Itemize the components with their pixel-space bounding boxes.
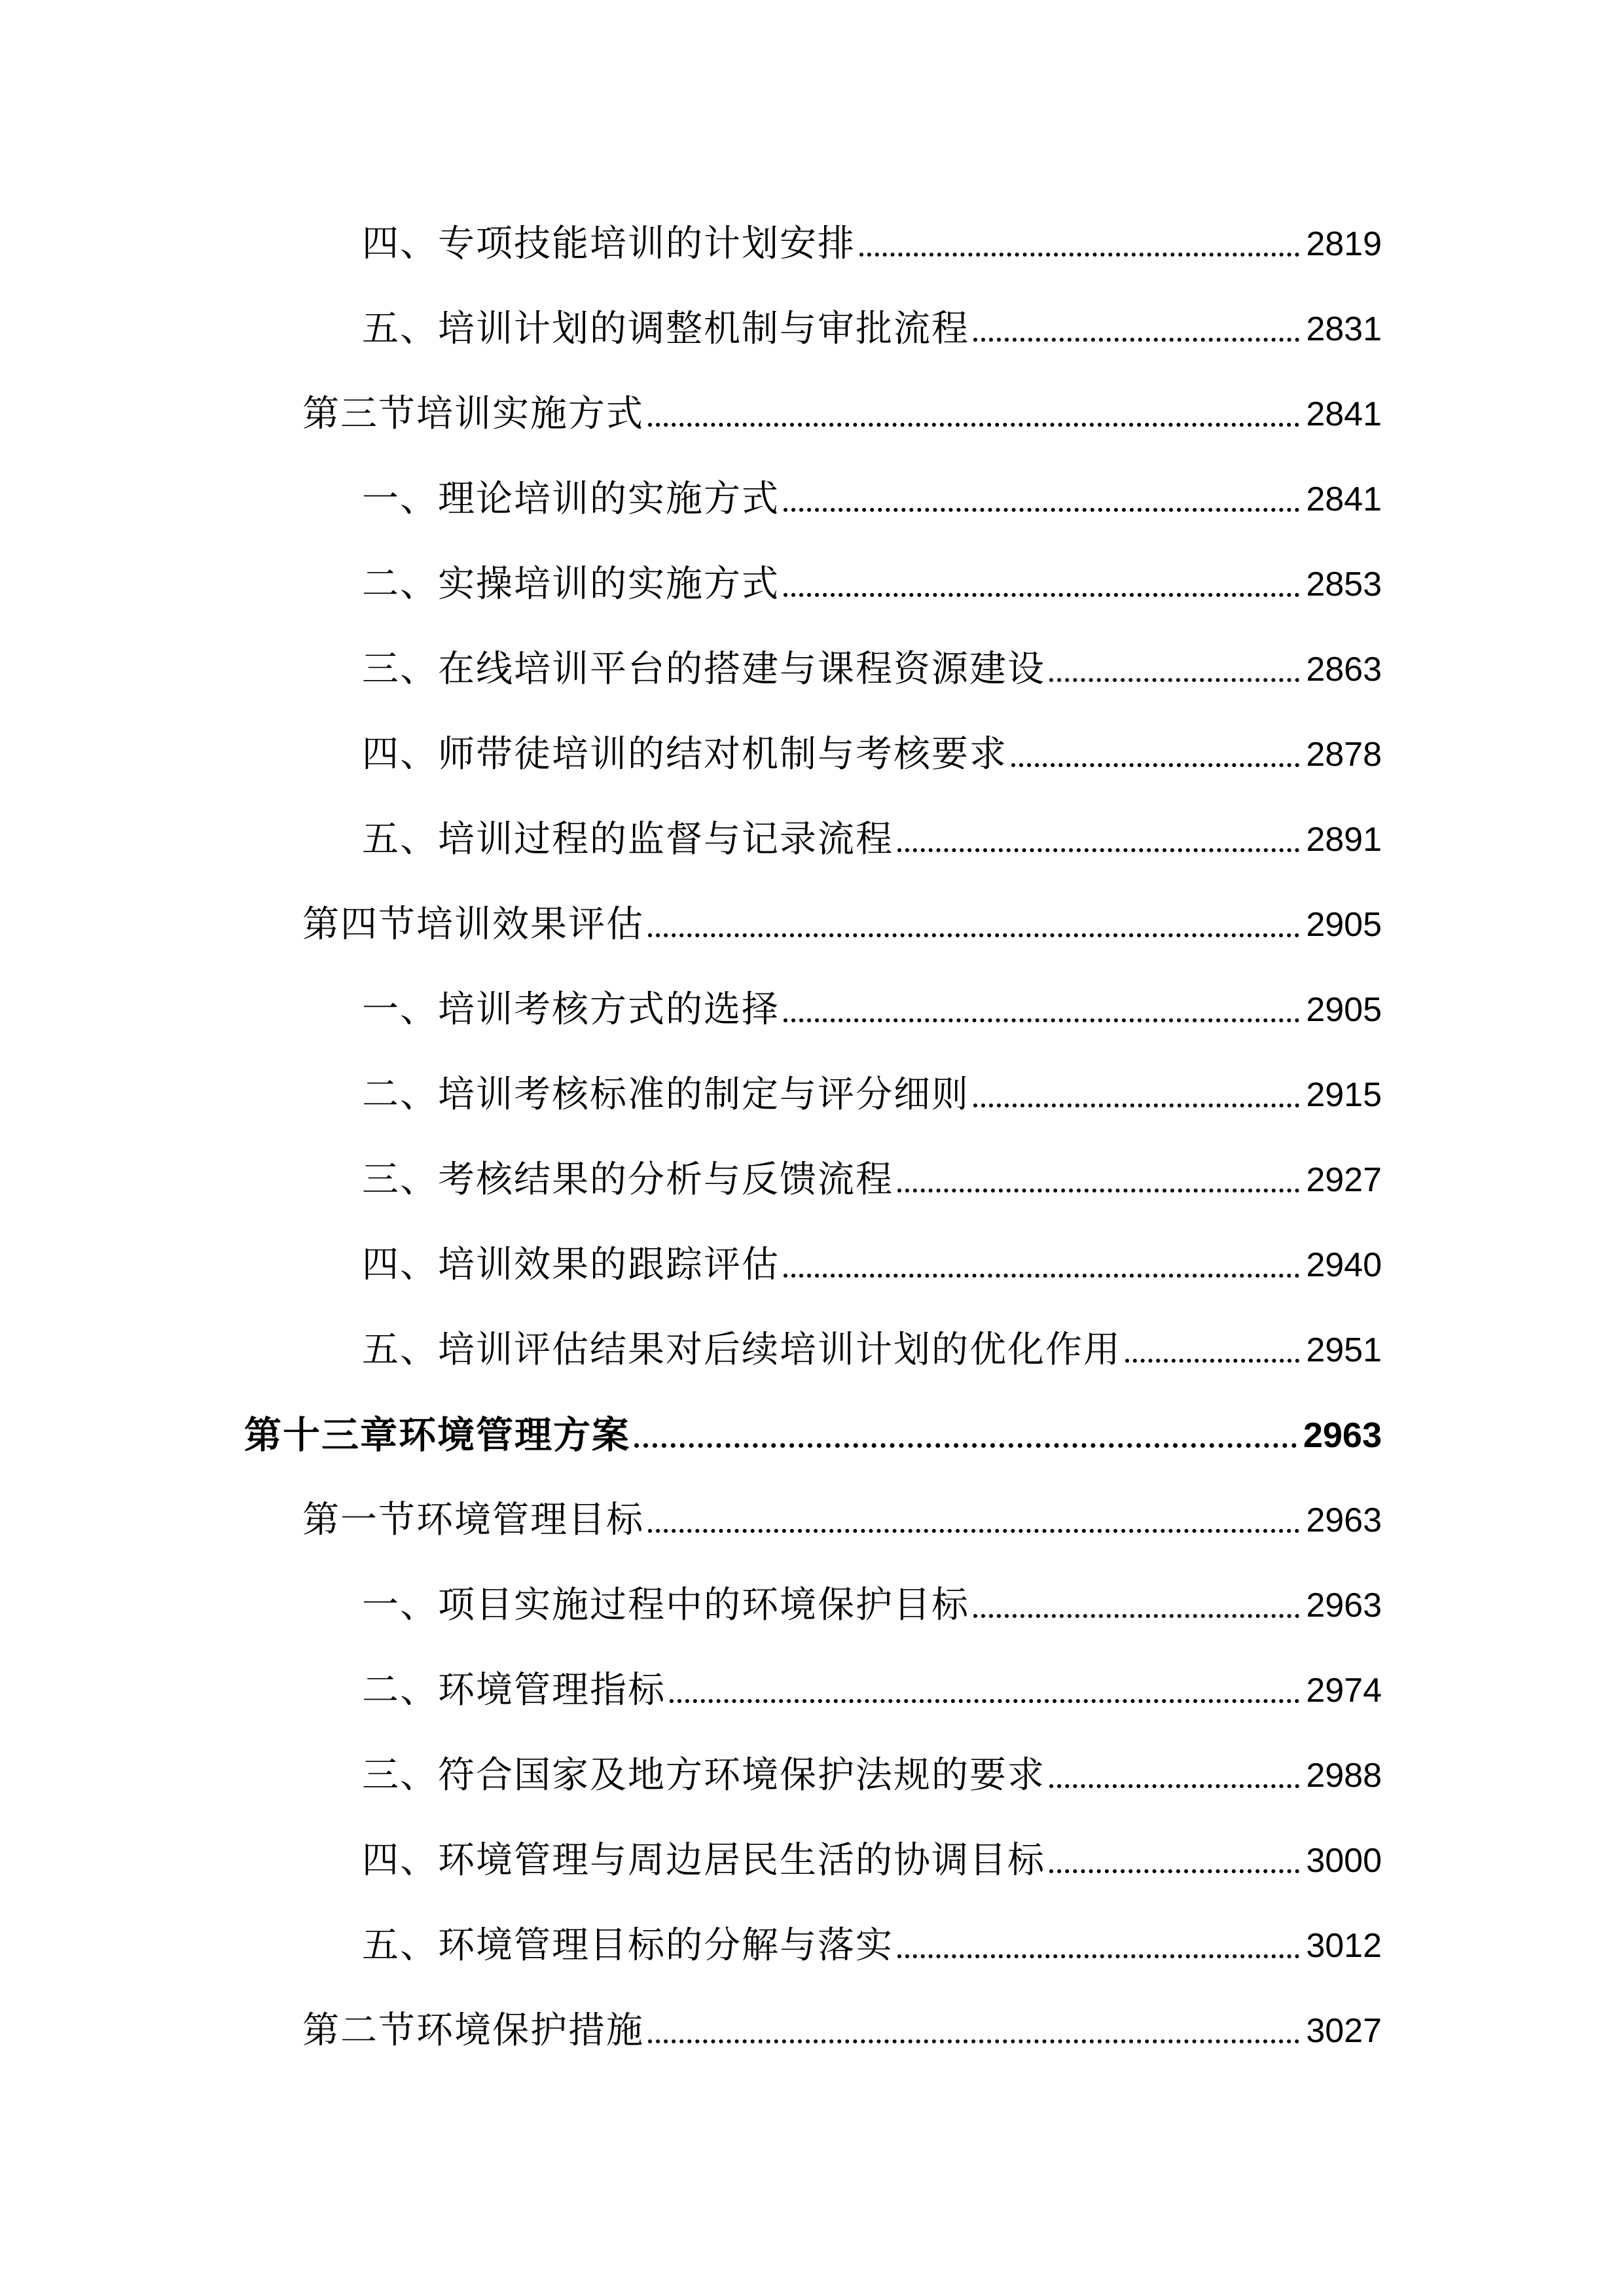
toc-entry bbox=[302, 889, 1382, 948]
toc-entry-title: 一、理论培训的实施方式 bbox=[362, 478, 780, 520]
toc-entry bbox=[362, 1570, 1382, 1628]
toc-entry-title: 第四节培训效果评估 bbox=[302, 903, 644, 946]
toc-entry bbox=[362, 548, 1382, 607]
toc-entry bbox=[362, 1910, 1382, 1969]
toc-dot-leader bbox=[897, 1923, 1299, 1969]
toc-dot-leader bbox=[897, 1157, 1299, 1203]
toc-dot-leader bbox=[784, 562, 1299, 607]
toc-dot-leader bbox=[670, 1668, 1299, 1713]
toc-dot-leader bbox=[1049, 1838, 1299, 1884]
toc-entry-page: 3000 bbox=[1306, 1842, 1382, 1880]
toc-entry-page: 3012 bbox=[1306, 1927, 1382, 1965]
toc-entry-title: 五、环境管理目标的分解与落实 bbox=[362, 1924, 893, 1967]
toc-entry bbox=[362, 1314, 1382, 1373]
toc-entry-page: 2915 bbox=[1306, 1076, 1382, 1114]
toc-entry-page: 2963 bbox=[1306, 1501, 1382, 1539]
toc-dot-leader bbox=[1125, 1327, 1299, 1373]
toc-entry-title: 三、符合国家及地方环境保护法规的要求 bbox=[362, 1754, 1045, 1797]
toc-entry bbox=[362, 463, 1382, 522]
toc-entry bbox=[302, 1995, 1382, 2054]
toc-dot-leader bbox=[973, 1072, 1299, 1118]
toc-entry-page: 2963 bbox=[1306, 1587, 1382, 1624]
toc-dot-leader bbox=[784, 1242, 1299, 1288]
toc-dot-leader bbox=[634, 1412, 1297, 1458]
toc-entry bbox=[362, 719, 1382, 778]
toc-entry bbox=[302, 1484, 1382, 1543]
toc-entry-title: 第一节环境管理目标 bbox=[302, 1499, 644, 1541]
toc-entry bbox=[362, 974, 1382, 1033]
toc-entry-page: 2905 bbox=[1306, 991, 1382, 1029]
toc-entry-page: 2963 bbox=[1303, 1416, 1382, 1455]
toc-entry bbox=[362, 804, 1382, 863]
toc-entry-title: 五、培训评估结果对后续培训计划的优化作用 bbox=[362, 1329, 1121, 1371]
toc-entry-page: 2831 bbox=[1306, 310, 1382, 348]
toc-dot-leader bbox=[784, 987, 1299, 1033]
toc-dot-leader bbox=[784, 476, 1299, 522]
toc-entry-page: 2891 bbox=[1306, 821, 1382, 859]
toc-entry-title: 第二节环境保护措施 bbox=[302, 2009, 644, 2052]
toc-entry-page: 2878 bbox=[1306, 736, 1382, 774]
toc-entry-title: 三、在线培训平台的搭建与课程资源建设 bbox=[362, 648, 1045, 691]
toc-entry-page: 2951 bbox=[1306, 1331, 1382, 1369]
toc-entry bbox=[362, 1229, 1382, 1288]
toc-dot-leader bbox=[648, 391, 1299, 437]
toc-entry-page: 2841 bbox=[1306, 480, 1382, 518]
toc-entry bbox=[362, 1740, 1382, 1799]
toc-entry-page: 2940 bbox=[1306, 1246, 1382, 1284]
toc-entry bbox=[362, 1825, 1382, 1884]
toc-entry-page: 2863 bbox=[1306, 651, 1382, 689]
toc-entry bbox=[362, 1655, 1382, 1713]
toc-entry bbox=[362, 634, 1382, 692]
toc-entry bbox=[362, 293, 1382, 352]
toc-dot-leader bbox=[973, 1583, 1299, 1628]
toc-entry-title: 二、环境管理指标 bbox=[362, 1669, 666, 1712]
toc-entry-title: 四、专项技能培训的计划安排 bbox=[362, 223, 856, 265]
toc-entry-title: 四、环境管理与周边居民生活的协调目标 bbox=[362, 1839, 1045, 1882]
toc-entry-page: 2988 bbox=[1306, 1757, 1382, 1795]
toc-entry-page: 3027 bbox=[1306, 2012, 1382, 2050]
toc-entry-page: 2819 bbox=[1306, 225, 1382, 263]
toc-entry-page: 2974 bbox=[1306, 1672, 1382, 1710]
toc-entry-title: 一、培训考核方式的选择 bbox=[362, 988, 780, 1031]
toc-dot-leader bbox=[1049, 647, 1299, 692]
toc-entry bbox=[362, 1144, 1382, 1203]
toc-entry-title: 五、培训过程的监督与记录流程 bbox=[362, 818, 893, 861]
toc-dot-leader bbox=[859, 221, 1299, 267]
toc-dot-leader bbox=[897, 817, 1299, 863]
toc-chapter-entry bbox=[244, 1399, 1382, 1458]
toc-entry-page: 2841 bbox=[1306, 395, 1382, 433]
toc-entry-page: 2927 bbox=[1306, 1161, 1382, 1199]
toc-entry bbox=[302, 378, 1382, 437]
toc-entry-page: 2905 bbox=[1306, 906, 1382, 944]
toc-dot-leader bbox=[1011, 732, 1299, 778]
toc-entry-title: 四、培训效果的跟踪评估 bbox=[362, 1244, 780, 1286]
toc-entry-title: 三、考核结果的分析与反馈流程 bbox=[362, 1158, 893, 1201]
toc-entry-page: 2853 bbox=[1306, 565, 1382, 603]
toc-dot-leader bbox=[648, 1498, 1299, 1543]
toc-entry-title: 二、培训考核标准的制定与评分细则 bbox=[362, 1073, 969, 1116]
toc-entry-title: 第三节培训实施方式 bbox=[302, 393, 644, 435]
toc-entry-title: 二、实操培训的实施方式 bbox=[362, 563, 780, 605]
toc-entry bbox=[362, 1059, 1382, 1118]
toc-entry bbox=[362, 208, 1382, 267]
toc-dot-leader bbox=[648, 2008, 1299, 2054]
toc-entry-title: 一、项目实施过程中的环境保护目标 bbox=[362, 1584, 969, 1626]
toc-entry-title: 第十三章环境管理方案 bbox=[244, 1414, 630, 1457]
toc-entry-title: 四、师带徒培训的结对机制与考核要求 bbox=[362, 733, 1007, 776]
toc-entry-title: 五、培训计划的调整机制与审批流程 bbox=[362, 308, 969, 350]
toc-dot-leader bbox=[1049, 1753, 1299, 1799]
toc-dot-leader bbox=[648, 902, 1299, 948]
toc-dot-leader bbox=[973, 306, 1299, 352]
